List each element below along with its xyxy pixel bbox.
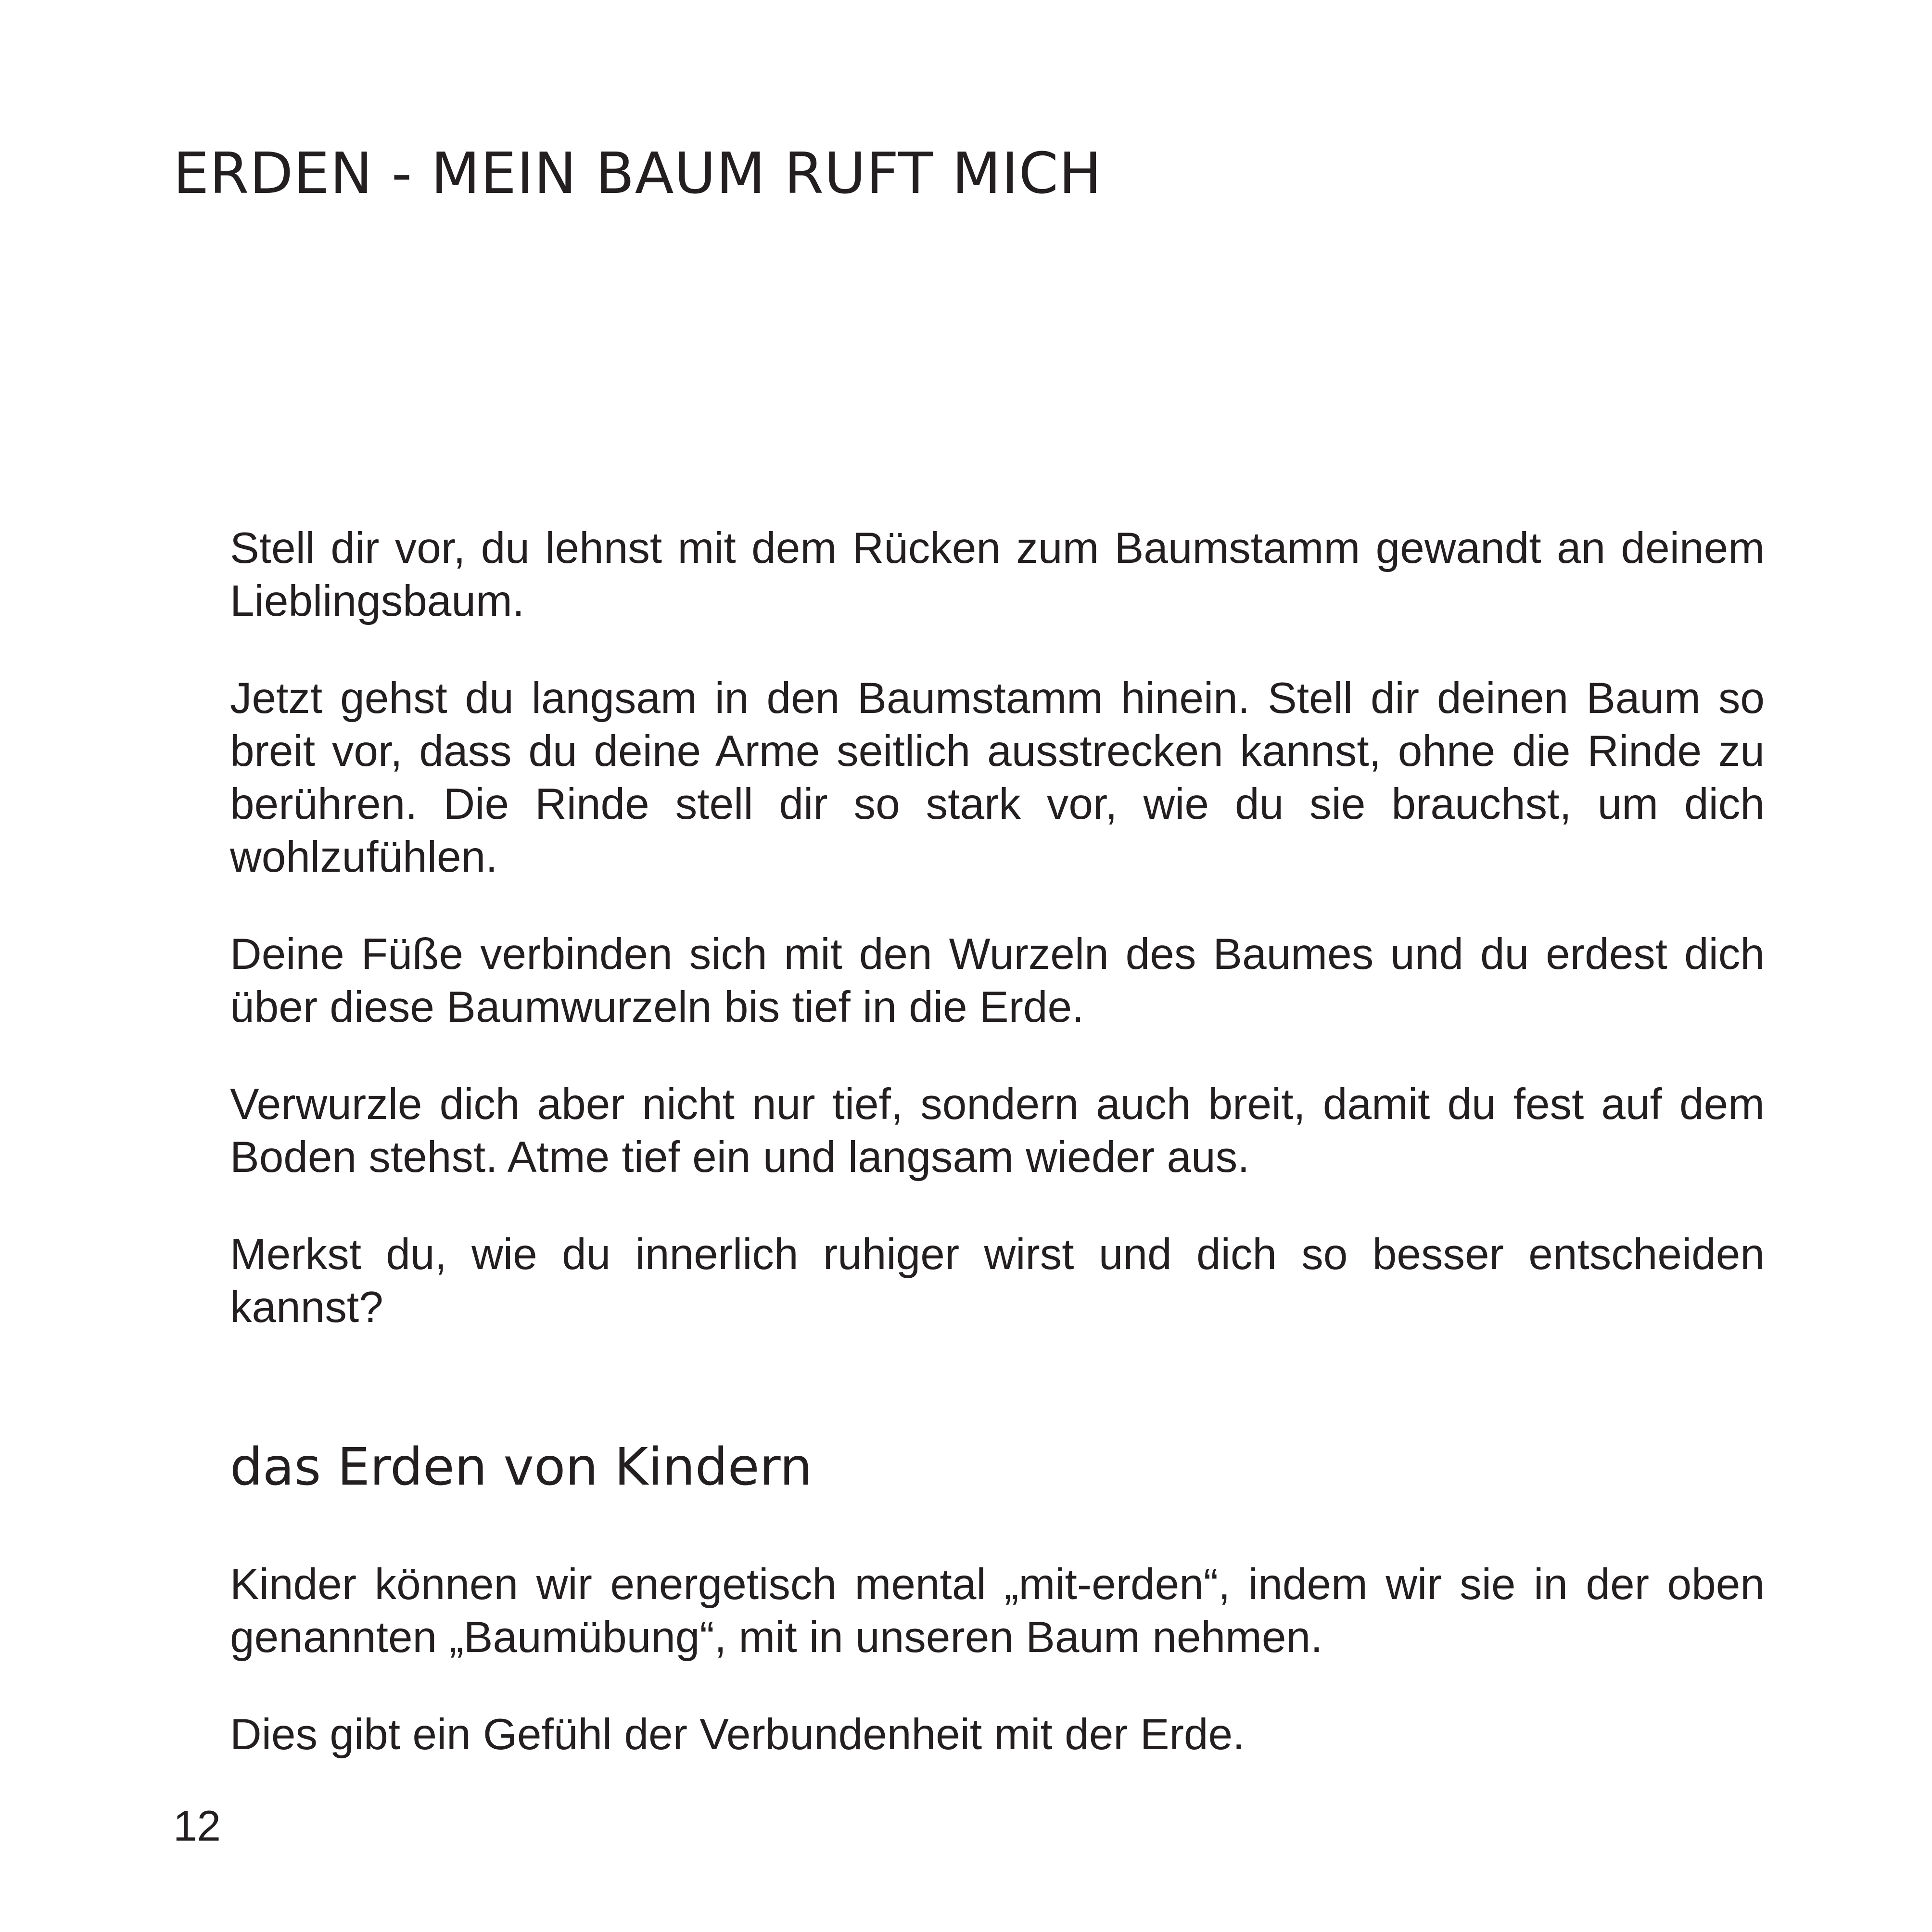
- paragraph-2: Jetzt gehst du langsam in den Baumstamm hinein. Stell dir deinen Baum so breit vor, dass du deine Arme seitlich ausstrecken kannst, ohne die Rinde zu berühren. Die Rinde stell dir so stark vor, wie du sie brauchst, um dich wohlzufühlen.: [230, 674, 1765, 881]
- paragraph-1: Stell dir vor, du lehnst mit dem Rücken zum Baumstamm gewandt an deinem Lieblingsbaum.: [230, 524, 1765, 625]
- paragraph-5: Merkst du, wie du innerlich ruhiger wirst und dich so besser entscheiden kannst?: [230, 1230, 1765, 1332]
- body-text: [230, 522, 1765, 1805]
- section-paragraph-1: Kinder können wir energetisch mental „mit-erden“, indem wir sie in der oben genannten „Baumübung“, mit in unseren Baum nehmen.: [230, 1560, 1765, 1662]
- section-heading: das Erden von Kindern: [230, 1437, 813, 1497]
- page-number: 12: [173, 1802, 221, 1850]
- paragraph-4: Verwurzle dich aber nicht nur tief, sondern auch breit, damit du fest auf dem Boden stehst. Atme tief ein und langsam wieder aus.: [230, 1080, 1765, 1182]
- chapter-title: ERDEN - MEIN BAUM RUFT MICH: [173, 140, 1102, 206]
- paragraph-3: Deine Füße verbinden sich mit den Wurzeln des Baumes und du erdest dich über diese Baumwurzeln bis tief in die Erde.: [230, 930, 1765, 1031]
- section-paragraph-2: Dies gibt ein Gefühl der Verbundenheit mit der Erde.: [230, 1710, 1245, 1759]
